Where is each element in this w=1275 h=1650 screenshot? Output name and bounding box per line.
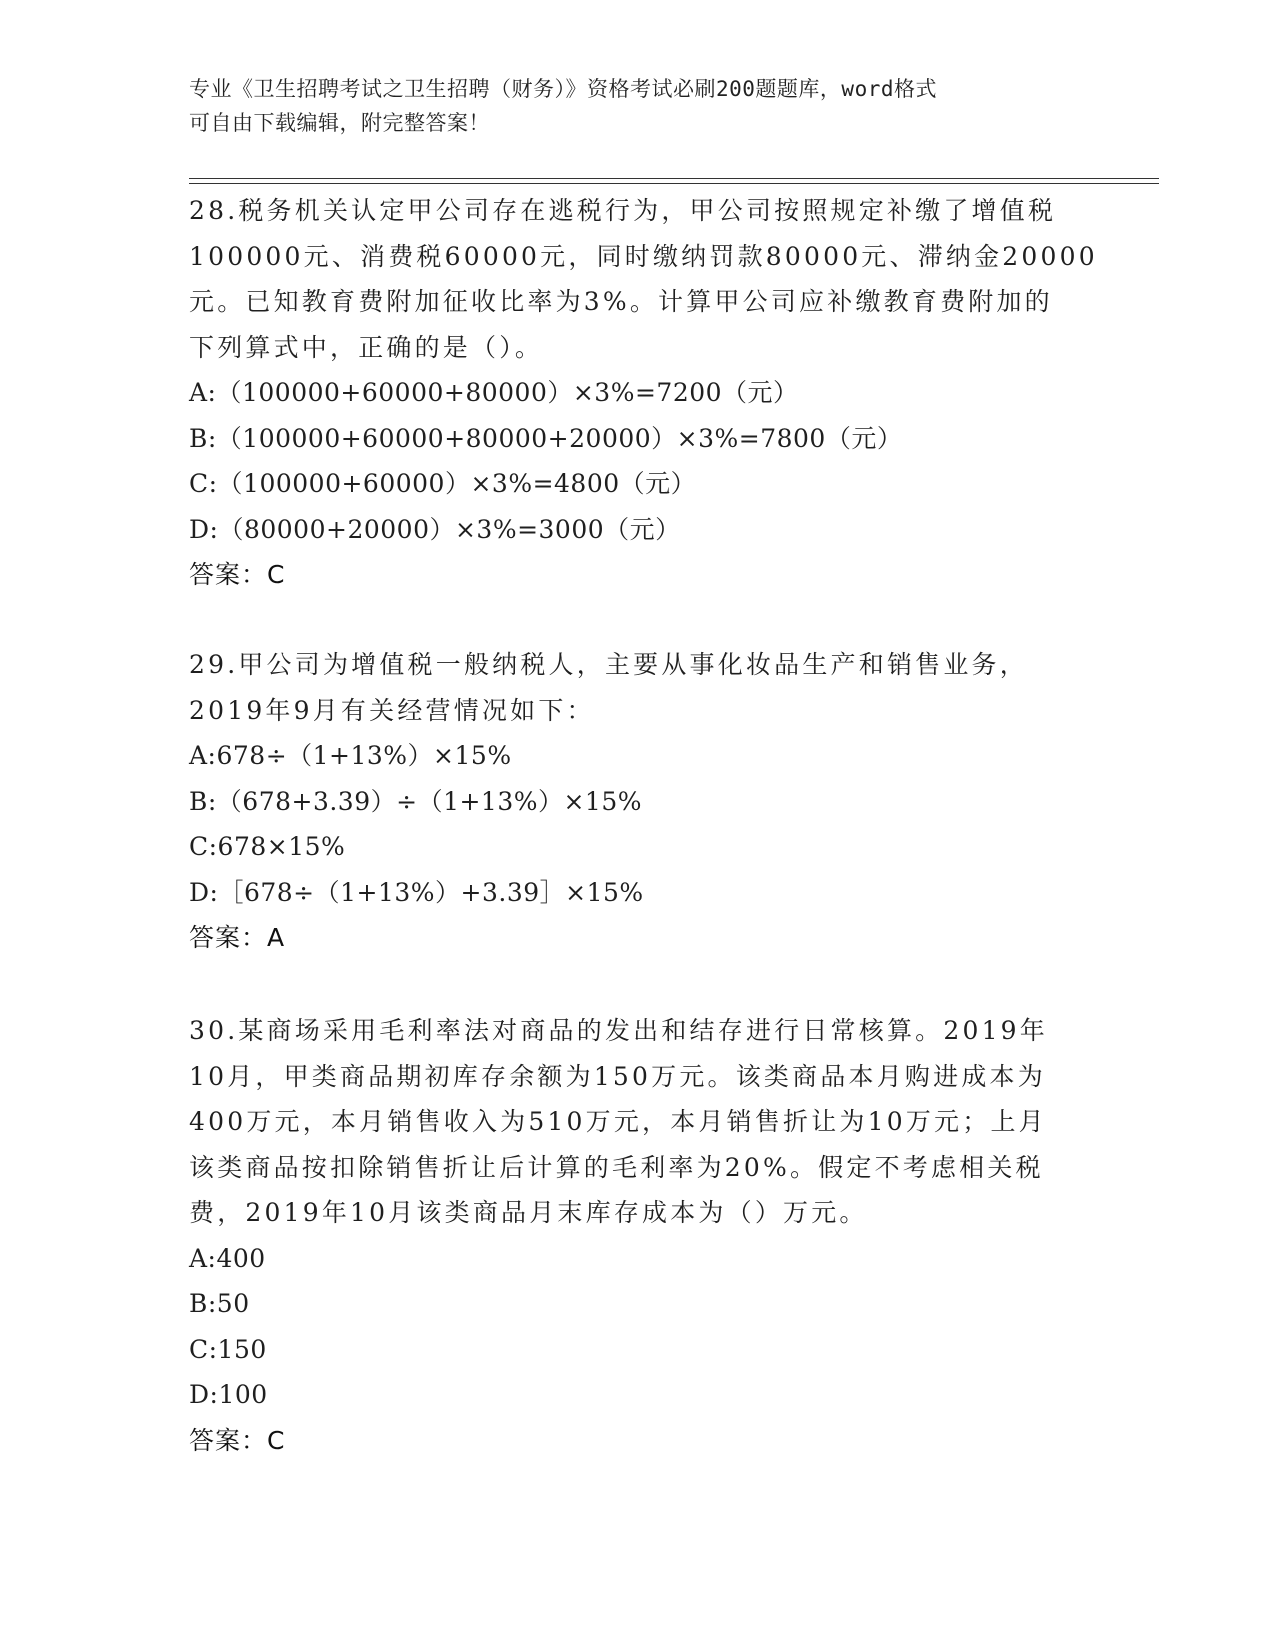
header-line: 可自由下载编辑，附完整答案！ [189,111,490,135]
question-30 [189,1008,1089,1463]
answer-label: 答案：C [189,560,286,589]
option-d: D:［678÷（1+13%）+3.39］×15% [189,877,644,907]
header-line: 专业《卫生招聘考试之卫生招聘（财务）》资格考试必刷200题题库，word格式 [189,77,937,101]
option-c: C:150 [189,1334,267,1364]
question-28 [189,188,1098,598]
question-29 [189,642,1089,961]
header-divider [189,183,1159,184]
question-stem-line: 元。已知教育费附加征收比率为3%。计算甲公司应补缴教育费附加的 [189,287,1053,316]
question-stem-line: 费，2019年10月该类商品月末库存成本为（）万元。 [189,1198,868,1227]
option-c: C:678×15% [189,832,346,861]
option-a: A:678÷（1+13%）×15% [189,741,512,770]
option-b: B:（100000+60000+80000+20000）×3%=7800（元） [189,423,903,453]
option-a: A:（100000+60000+80000）×3%=7200（元） [189,378,799,407]
option-b: B:50 [189,1289,250,1318]
option-b: B:（678+3.39）÷（1+13%）×15% [189,786,643,816]
option-d: D:100 [189,1380,268,1409]
option-c: C:（100000+60000）×3%=4800（元） [189,469,697,498]
question-stem-line: 10月，甲类商品期初库存余额为150万元。该类商品本月购进成本为 [189,1061,1046,1091]
question-stem-line: 28.税务机关认定甲公司存在逃税行为，甲公司按照规定补缴了增值税 [189,196,1057,225]
answer-label: 答案：C [189,1425,286,1455]
answer-label: 答案：A [189,923,286,952]
header-divider [189,178,1159,179]
question-stem-line: 30.某商场采用毛利率法对商品的发出和结存进行日常核算。2019年 [189,1016,1048,1045]
question-stem-line: 29.甲公司为增值税一般纳税人，主要从事化妆品生产和销售业务， [189,650,1028,679]
question-stem-line: 2019年9月有关经营情况如下： [189,695,595,725]
question-stem-line: 100000元、消费税60000元，同时缴纳罚款80000元、滞纳金20000 [189,241,1098,271]
question-stem-line: 该类商品按扣除销售折让后计算的毛利率为20%。假定不考虑相关税 [189,1152,1044,1182]
option-d: D:（80000+20000）×3%=3000（元） [189,514,681,544]
question-stem-line: 400万元，本月销售收入为510万元，本月销售折让为10万元；上月 [189,1107,1047,1136]
option-a: A:400 [189,1243,266,1273]
document-header [189,72,1069,140]
question-stem-line: 下列算式中，正确的是（）。 [189,332,544,362]
